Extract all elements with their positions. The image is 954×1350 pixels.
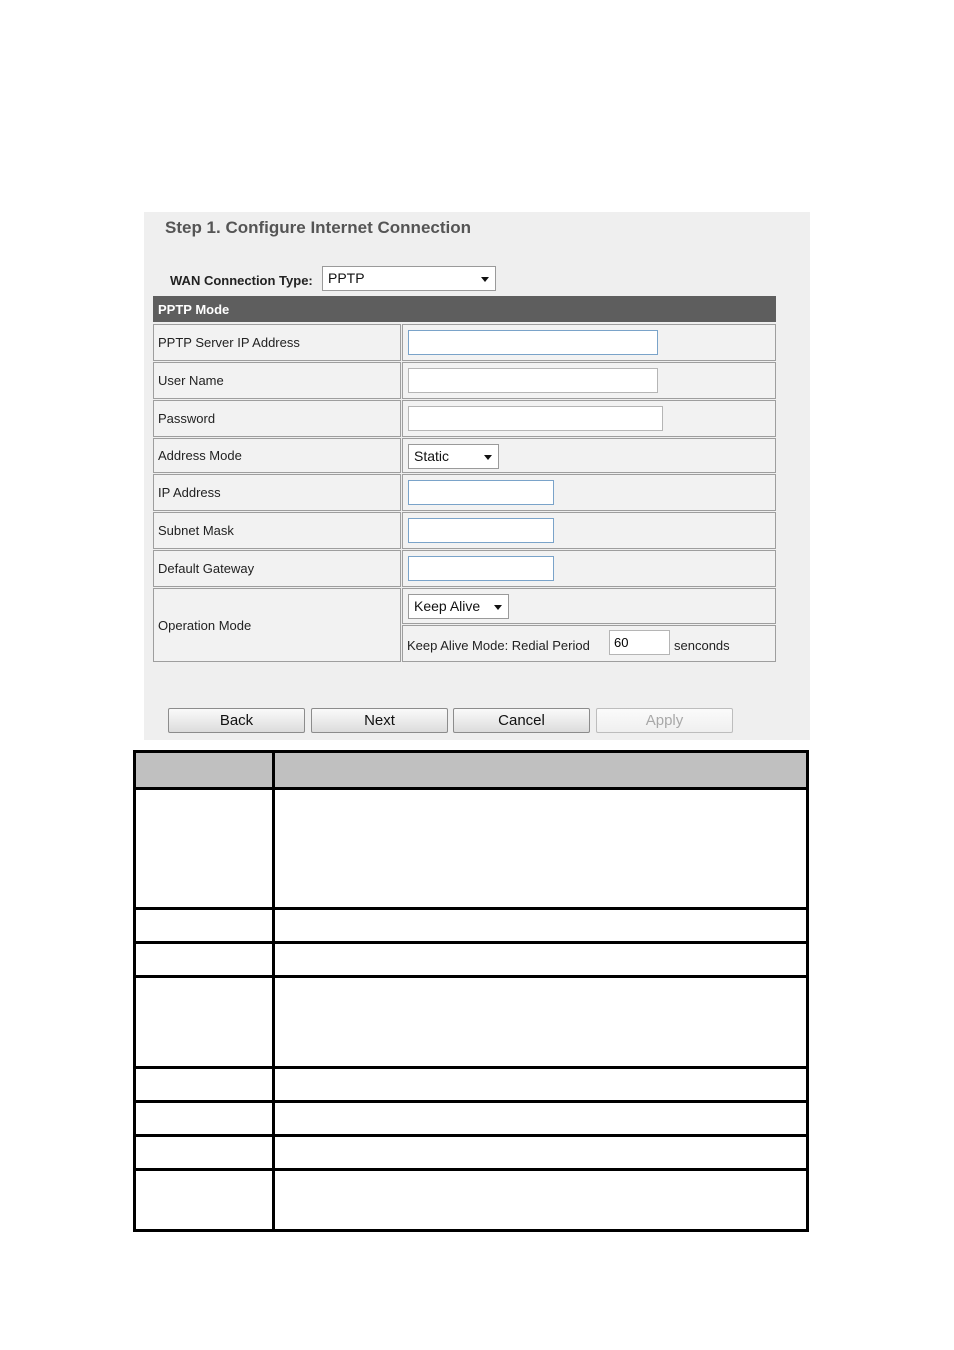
back-button[interactable]: Back xyxy=(168,708,305,733)
pptp-mode-header-label: PPTP Mode xyxy=(158,302,230,317)
redial-period-input[interactable] xyxy=(609,630,670,655)
address-mode-value-cell xyxy=(402,438,776,473)
operation-mode-select[interactable] xyxy=(408,594,509,619)
description-table-header xyxy=(136,753,806,790)
operation-mode-row xyxy=(153,588,776,662)
operation-mode-label-cell xyxy=(153,588,401,662)
default-gateway-value-cell xyxy=(402,550,776,587)
default-gateway-row xyxy=(153,550,776,587)
password-label-cell xyxy=(153,400,401,437)
server-ip-row xyxy=(153,324,776,361)
chevron-down-icon xyxy=(484,455,492,460)
operation-mode-label: Operation Mode xyxy=(158,618,252,633)
ip-address-label: IP Address xyxy=(158,485,221,500)
configuration-panel xyxy=(144,212,810,740)
user-name-value-cell xyxy=(402,362,776,399)
table-row xyxy=(136,910,806,944)
address-mode-label-cell xyxy=(153,438,401,473)
server-ip-input[interactable] xyxy=(408,330,658,355)
address-mode-value: Static xyxy=(414,448,450,464)
wan-connection-type-select[interactable] xyxy=(322,266,496,291)
cancel-button[interactable]: Cancel xyxy=(453,708,590,733)
redial-unit-label: senconds xyxy=(674,638,730,653)
ip-address-label-cell xyxy=(153,474,401,511)
chevron-down-icon xyxy=(494,605,502,610)
subnet-mask-input[interactable] xyxy=(408,518,554,543)
apply-button[interactable]: Apply xyxy=(596,708,733,733)
table-row xyxy=(136,944,806,978)
user-name-label: User Name xyxy=(158,373,224,388)
ip-address-row xyxy=(153,474,776,511)
default-gateway-input[interactable] xyxy=(408,556,554,581)
subnet-mask-row xyxy=(153,512,776,549)
password-input[interactable] xyxy=(408,406,663,431)
pptp-mode-header xyxy=(153,296,776,322)
password-label: Password xyxy=(158,411,216,426)
operation-mode-value: Keep Alive xyxy=(414,598,481,614)
password-row xyxy=(153,400,776,437)
table-row xyxy=(136,1171,806,1229)
subnet-mask-value-cell xyxy=(402,512,776,549)
user-name-row xyxy=(153,362,776,399)
ip-address-value-cell xyxy=(402,474,776,511)
next-button[interactable]: Next xyxy=(311,708,448,733)
server-ip-label-cell xyxy=(153,324,401,361)
wan-connection-type-label: WAN Connection Type: xyxy=(170,273,313,288)
user-name-input[interactable] xyxy=(408,368,658,393)
chevron-down-icon xyxy=(481,277,489,282)
default-gateway-label-cell xyxy=(153,550,401,587)
description-table xyxy=(133,750,809,1232)
subnet-mask-label: Subnet Mask xyxy=(158,523,234,538)
subnet-mask-label-cell xyxy=(153,512,401,549)
operation-mode-value-cell xyxy=(402,588,776,624)
table-row xyxy=(136,790,806,910)
ip-address-input[interactable] xyxy=(408,480,554,505)
server-ip-label: PPTP Server IP Address xyxy=(158,335,300,350)
table-row xyxy=(136,1137,806,1171)
user-name-label-cell xyxy=(153,362,401,399)
table-row xyxy=(136,1103,806,1137)
wan-connection-type-value: PPTP xyxy=(328,270,365,286)
redial-period-cell xyxy=(402,625,776,662)
table-row xyxy=(136,1069,806,1103)
password-value-cell xyxy=(402,400,776,437)
page-title: Step 1. Configure Internet Connection xyxy=(165,218,472,237)
default-gateway-label: Default Gateway xyxy=(158,561,255,576)
table-row xyxy=(136,978,806,1069)
server-ip-value-cell xyxy=(402,324,776,361)
address-mode-label: Address Mode xyxy=(158,448,242,463)
address-mode-row xyxy=(153,438,776,473)
keep-alive-label: Keep Alive Mode: Redial Period xyxy=(407,638,590,653)
address-mode-select[interactable] xyxy=(408,444,499,469)
